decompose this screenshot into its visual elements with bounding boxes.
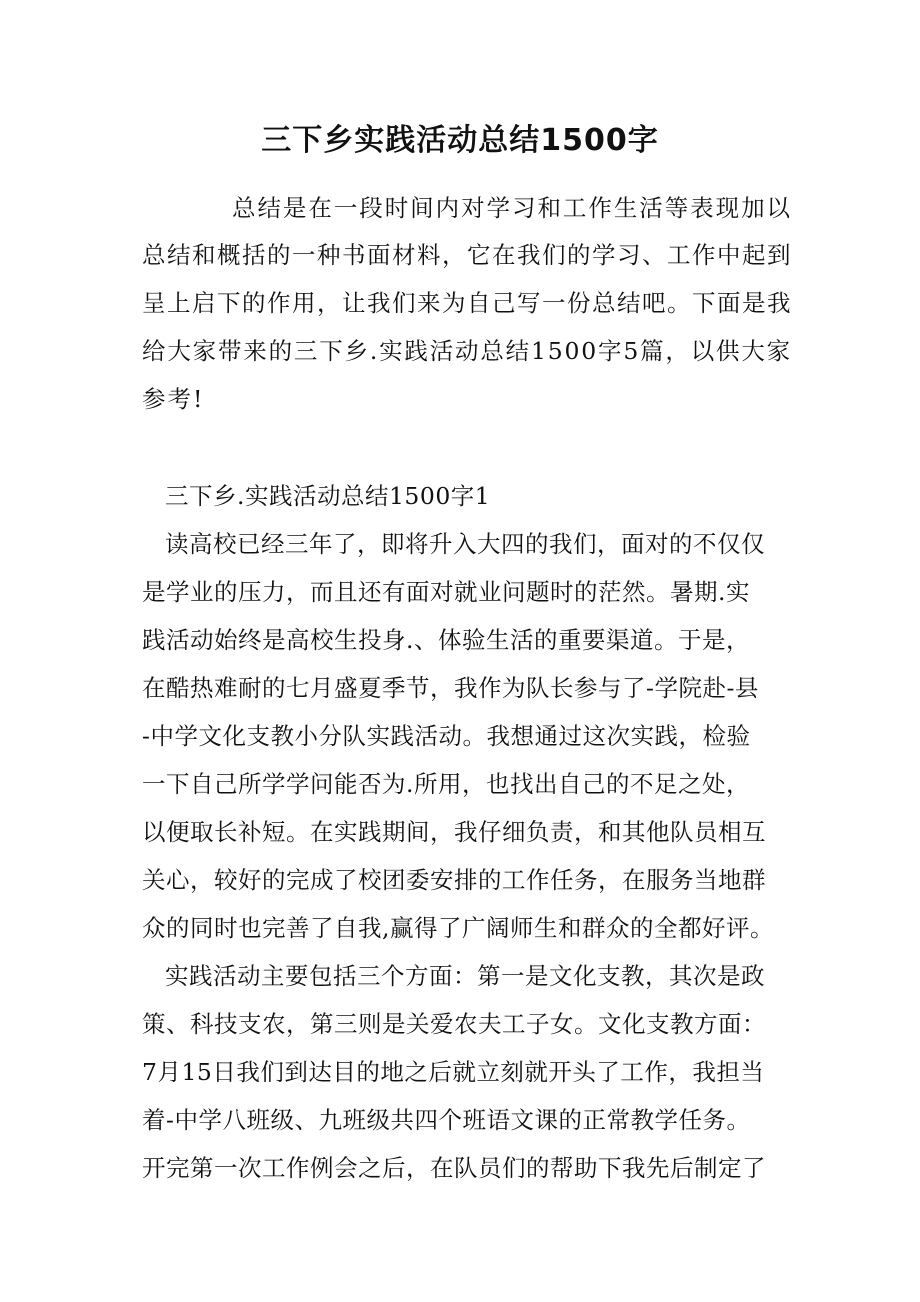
intro-line: 总结是在一段时间内对学习和工作生活等表现加以 <box>232 194 792 222</box>
body-line: 关心，较好的完成了校团委安排的工作任务，在服务当地群 <box>142 866 766 894</box>
body-line: 开完第一次工作例会之后，在队员们的帮助下我先后制定了 <box>142 1154 766 1182</box>
body-line: 践活动始终是高校生投身.、体验生活的重要渠道。于是， <box>142 626 750 654</box>
body-line: 策、科技支农，第三则是关爱农夫工子女。文化支教方面： <box>142 1010 766 1038</box>
intro-line: 参考! <box>142 385 205 413</box>
body-line: 着-中学八班级、九班级共四个班语文课的正常教学任务。 <box>142 1106 751 1134</box>
body-line: 众的同时也完善了自我,赢得了广阔师生和群众的全都好评。 <box>142 914 774 942</box>
body-line: -中学文化支教小分队实践活动。我想通过这次实践，检验 <box>142 722 751 750</box>
body-line: 读高校已经三年了，即将升入大四的我们，面对的不仅仅 <box>165 530 765 558</box>
section-heading: 三下乡.实践活动总结1500字1 <box>165 482 491 510</box>
body-line: 7月15日我们到达目的地之后就立刻就开头了工作，我担当 <box>142 1058 765 1086</box>
document-title: 三下乡实践活动总结1500字 <box>261 123 659 158</box>
intro-line: 给大家带来的三下乡.实践活动总结1500字5篇，以供大家 <box>142 337 792 365</box>
body-line: 在酷热难耐的七月盛夏季节，我作为队长参与了-学院赴-县 <box>142 674 759 702</box>
body-line: 以便取长补短。在实践期间，我仔细负责，和其他队员相互 <box>142 818 766 846</box>
intro-line: 呈上启下的作用，让我们来为自己写一份总结吧。下面是我 <box>142 289 792 317</box>
body-line: 是学业的压力，而且还有面对就业问题时的茫然。暑期.实 <box>142 578 750 606</box>
body-line: 实践活动主要包括三个方面：第一是文化支教，其次是政 <box>165 962 765 990</box>
intro-line: 总结和概括的一种书面材料，它在我们的学习、工作中起到 <box>142 241 792 269</box>
body-line: 一下自己所学学问能否为.所用，也找出自己的不足之处， <box>142 770 750 798</box>
